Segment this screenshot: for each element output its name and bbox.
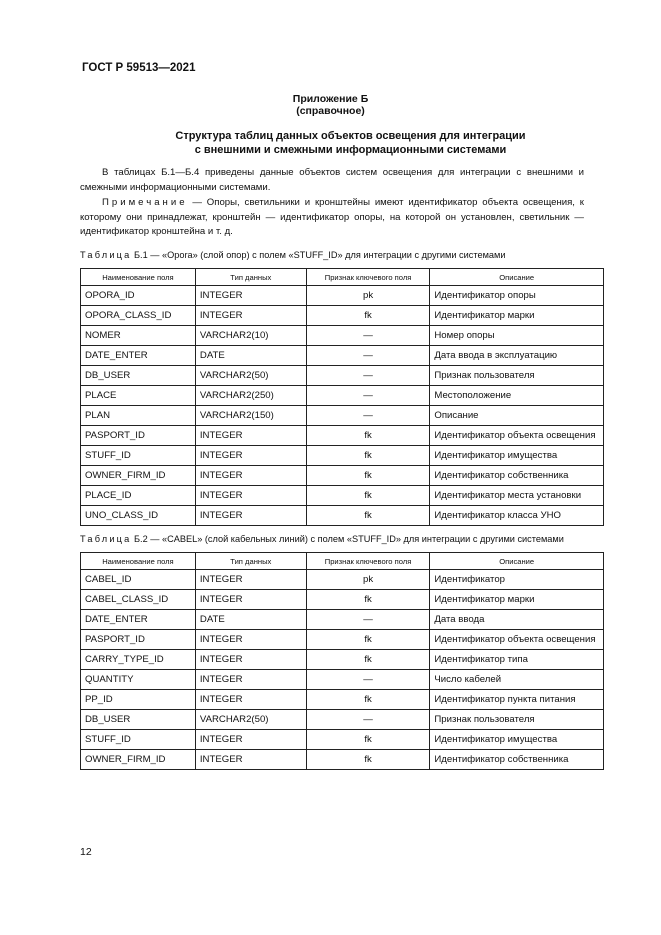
field-name-cell: CARRY_TYPE_ID bbox=[81, 650, 196, 670]
note-text: — Опоры, светильники и кронштейны имеют идентификатор объекта освещения, к которому они принадлежат, кронштейн — идентификатор опоры, на которой он установлен, светильник — идентификатор кронштейна и т. д. bbox=[80, 197, 584, 237]
table-opora bbox=[80, 268, 604, 526]
table-header-row bbox=[81, 553, 604, 570]
annex-heading-line-1: Структура таблиц данных объектов освещения для интеграции bbox=[175, 130, 526, 142]
table-row bbox=[81, 670, 604, 690]
field-name-cell: PASPORT_ID bbox=[81, 426, 196, 446]
table-row bbox=[81, 286, 604, 306]
data-type-cell: INTEGER bbox=[195, 730, 306, 750]
data-type-cell: VARCHAR2(10) bbox=[195, 326, 306, 346]
table-row bbox=[81, 750, 604, 770]
key-flag-cell: — bbox=[306, 406, 430, 426]
description-cell: Идентификатор собственника bbox=[430, 750, 604, 770]
field-name-cell: DATE_ENTER bbox=[81, 346, 196, 366]
field-name-cell: QUANTITY bbox=[81, 670, 196, 690]
note-label: Примечание bbox=[102, 197, 188, 208]
description-cell: Идентификатор пункта питания bbox=[430, 690, 604, 710]
table-header-row bbox=[81, 269, 604, 286]
description-cell: Идентификатор имущества bbox=[430, 446, 604, 466]
key-flag-cell: fk bbox=[306, 446, 430, 466]
key-flag-cell: fk bbox=[306, 426, 430, 446]
field-name-cell: CABEL_CLASS_ID bbox=[81, 590, 196, 610]
key-flag-cell: fk bbox=[306, 466, 430, 486]
table-1-body bbox=[81, 286, 604, 526]
column-header-description: Описание bbox=[430, 269, 604, 286]
field-name-cell: DB_USER bbox=[81, 366, 196, 386]
key-flag-cell: fk bbox=[306, 590, 430, 610]
table-row bbox=[81, 630, 604, 650]
table-row bbox=[81, 570, 604, 590]
field-name-cell: PLACE_ID bbox=[81, 486, 196, 506]
data-type-cell: DATE bbox=[195, 610, 306, 630]
data-type-cell: INTEGER bbox=[195, 630, 306, 650]
table-row bbox=[81, 406, 604, 426]
table-2-body bbox=[81, 570, 604, 770]
table-row bbox=[81, 710, 604, 730]
table-1-caption bbox=[80, 250, 505, 260]
description-cell: Дата ввода в эксплуатацию bbox=[430, 346, 604, 366]
page-number: 12 bbox=[80, 846, 92, 858]
column-header-field-name: Наименование поля bbox=[81, 269, 196, 286]
field-name-cell: STUFF_ID bbox=[81, 446, 196, 466]
field-name-cell: DATE_ENTER bbox=[81, 610, 196, 630]
field-name-cell: OWNER_FIRM_ID bbox=[81, 466, 196, 486]
description-cell: Идентификатор собственника bbox=[430, 466, 604, 486]
key-flag-cell: pk bbox=[306, 286, 430, 306]
field-name-cell: PLACE bbox=[81, 386, 196, 406]
key-flag-cell: fk bbox=[306, 486, 430, 506]
note-paragraph bbox=[80, 196, 584, 240]
table-row bbox=[81, 306, 604, 326]
data-type-cell: INTEGER bbox=[195, 670, 306, 690]
description-cell: Идентификатор bbox=[430, 570, 604, 590]
annex-heading-line-2: с внешними и смежными информационными системами bbox=[194, 144, 507, 156]
field-name-cell: OPORA_CLASS_ID bbox=[81, 306, 196, 326]
key-flag-cell: — bbox=[306, 610, 430, 630]
table-2-caption-label: Таблица bbox=[80, 534, 132, 544]
key-flag-cell: fk bbox=[306, 690, 430, 710]
column-header-key-flag: Признак ключевого поля bbox=[306, 553, 430, 570]
description-cell: Идентификатор марки bbox=[430, 306, 604, 326]
field-name-cell: STUFF_ID bbox=[81, 730, 196, 750]
data-type-cell: DATE bbox=[195, 346, 306, 366]
data-type-cell: INTEGER bbox=[195, 570, 306, 590]
table-row bbox=[81, 386, 604, 406]
data-type-cell: INTEGER bbox=[195, 446, 306, 466]
data-type-cell: INTEGER bbox=[195, 506, 306, 526]
key-flag-cell: — bbox=[306, 710, 430, 730]
data-type-cell: INTEGER bbox=[195, 466, 306, 486]
key-flag-cell: fk bbox=[306, 750, 430, 770]
column-header-key-flag: Признак ключевого поля bbox=[306, 269, 430, 286]
description-cell: Идентификатор места установки bbox=[430, 486, 604, 506]
data-type-cell: INTEGER bbox=[195, 286, 306, 306]
description-cell: Идентификатор объекта освещения bbox=[430, 426, 604, 446]
table-cabel bbox=[80, 552, 604, 770]
description-cell: Идентификатор опоры bbox=[430, 286, 604, 306]
table-row bbox=[81, 426, 604, 446]
description-cell: Идентификатор класса УНО bbox=[430, 506, 604, 526]
data-type-cell: INTEGER bbox=[195, 650, 306, 670]
table-row bbox=[81, 590, 604, 610]
table-2-caption bbox=[80, 534, 564, 544]
table-row bbox=[81, 730, 604, 750]
description-cell: Идентификатор типа bbox=[430, 650, 604, 670]
table-row bbox=[81, 690, 604, 710]
intro-paragraph: В таблицах Б.1—Б.4 приведены данные объектов систем освещения для интеграции с внешними и смежными информационными системами. bbox=[80, 167, 584, 193]
table-2-caption-text: Б.2 — «CABEL» (слой кабельных линий) с полем «STUFF_ID» для интеграции с другими системами bbox=[131, 534, 564, 544]
data-type-cell: INTEGER bbox=[195, 486, 306, 506]
field-name-cell: DB_USER bbox=[81, 710, 196, 730]
table-row bbox=[81, 366, 604, 386]
table-row bbox=[81, 610, 604, 630]
table-row bbox=[81, 446, 604, 466]
key-flag-cell: fk bbox=[306, 306, 430, 326]
data-type-cell: VARCHAR2(250) bbox=[195, 386, 306, 406]
document-code: ГОСТ Р 59513—2021 bbox=[82, 62, 196, 74]
data-type-cell: INTEGER bbox=[195, 750, 306, 770]
key-flag-cell: — bbox=[306, 670, 430, 690]
key-flag-cell: — bbox=[306, 386, 430, 406]
description-cell: Признак пользователя bbox=[430, 710, 604, 730]
table-1-caption-label: Таблица bbox=[80, 250, 132, 260]
field-name-cell: OWNER_FIRM_ID bbox=[81, 750, 196, 770]
table-row bbox=[81, 346, 604, 366]
table-row bbox=[81, 650, 604, 670]
key-flag-cell: fk bbox=[306, 506, 430, 526]
table-row bbox=[81, 486, 604, 506]
field-name-cell: UNO_CLASS_ID bbox=[81, 506, 196, 526]
annex-kind: (справочное) bbox=[296, 105, 365, 117]
field-name-cell: CABEL_ID bbox=[81, 570, 196, 590]
key-flag-cell: fk bbox=[306, 630, 430, 650]
table-1-caption-text: Б.1 — «Opora» (слой опор) с полем «STUFF_ID» для интеграции с другими системами bbox=[131, 250, 506, 260]
key-flag-cell: pk bbox=[306, 570, 430, 590]
field-name-cell: PP_ID bbox=[81, 690, 196, 710]
table-row bbox=[81, 506, 604, 526]
description-cell: Число кабелей bbox=[430, 670, 604, 690]
key-flag-cell: — bbox=[306, 346, 430, 366]
data-type-cell: INTEGER bbox=[195, 590, 306, 610]
column-header-field-name: Наименование поля bbox=[81, 553, 196, 570]
description-cell: Описание bbox=[430, 406, 604, 426]
key-flag-cell: — bbox=[306, 366, 430, 386]
description-cell: Признак пользователя bbox=[430, 366, 604, 386]
description-cell: Дата ввода bbox=[430, 610, 604, 630]
column-header-data-type: Тип данных bbox=[195, 553, 306, 570]
data-type-cell: VARCHAR2(150) bbox=[195, 406, 306, 426]
field-name-cell: PLAN bbox=[81, 406, 196, 426]
table-row bbox=[81, 326, 604, 346]
data-type-cell: VARCHAR2(50) bbox=[195, 366, 306, 386]
data-type-cell: INTEGER bbox=[195, 426, 306, 446]
table-row bbox=[81, 466, 604, 486]
key-flag-cell: — bbox=[306, 326, 430, 346]
field-name-cell: PASPORT_ID bbox=[81, 630, 196, 650]
annex-title: Приложение Б bbox=[292, 93, 369, 105]
data-type-cell: INTEGER bbox=[195, 690, 306, 710]
description-cell: Номер опоры bbox=[430, 326, 604, 346]
description-cell: Местоположение bbox=[430, 386, 604, 406]
key-flag-cell: fk bbox=[306, 730, 430, 750]
column-header-description: Описание bbox=[430, 553, 604, 570]
field-name-cell: OPORA_ID bbox=[81, 286, 196, 306]
column-header-data-type: Тип данных bbox=[195, 269, 306, 286]
key-flag-cell: fk bbox=[306, 650, 430, 670]
data-type-cell: VARCHAR2(50) bbox=[195, 710, 306, 730]
data-type-cell: INTEGER bbox=[195, 306, 306, 326]
field-name-cell: NOMER bbox=[81, 326, 196, 346]
description-cell: Идентификатор имущества bbox=[430, 730, 604, 750]
description-cell: Идентификатор объекта освещения bbox=[430, 630, 604, 650]
description-cell: Идентификатор марки bbox=[430, 590, 604, 610]
